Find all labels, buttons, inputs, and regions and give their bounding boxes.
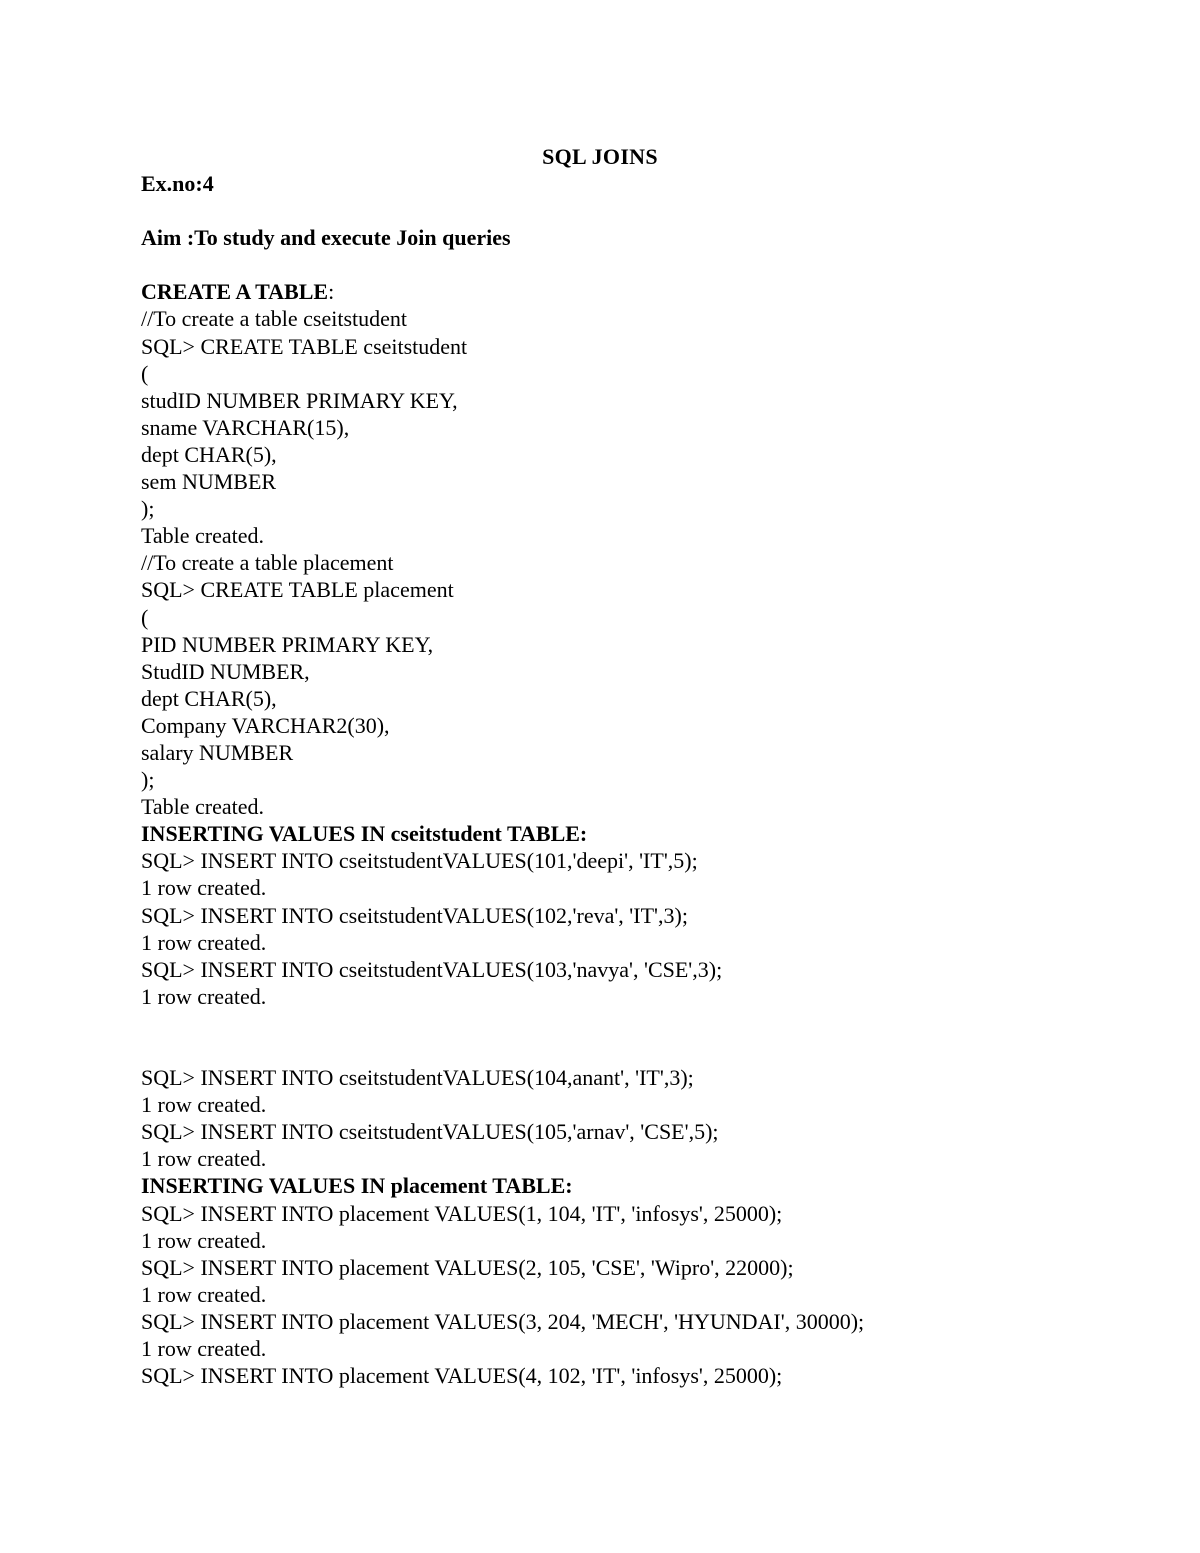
code-line: dept CHAR(5), xyxy=(141,685,277,711)
spacer xyxy=(141,1037,1141,1064)
code-line: 1 row created. xyxy=(141,983,267,1009)
code-line: 1 row created. xyxy=(141,1281,267,1307)
exercise-number: Ex.no:4 xyxy=(141,171,214,196)
code-line: sname VARCHAR(15), xyxy=(141,414,350,440)
code-line: Table created. xyxy=(141,794,265,820)
code-line: //To create a table placement xyxy=(141,550,394,576)
code-line: StudID NUMBER, xyxy=(141,658,310,684)
create-table-heading xyxy=(141,278,1141,305)
code-line: SQL> INSERT INTO placement VALUES(2, 105, 'CSE', 'Wipro', 22000); xyxy=(141,1254,794,1280)
code-line: Company VARCHAR2(30), xyxy=(141,712,390,738)
code-line: 1 row created. xyxy=(141,1146,267,1172)
insert-placement-block xyxy=(141,1200,1141,1390)
code-line: //To create a table cseitstudent xyxy=(141,306,408,332)
code-line: 1 row created. xyxy=(141,929,267,955)
code-line: SQL> INSERT INTO cseitstudentVALUES(102,'reva', 'IT',3); xyxy=(141,902,688,928)
code-line: SQL> CREATE TABLE cseitstudent xyxy=(141,333,468,359)
code-line: 1 row created. xyxy=(141,875,267,901)
create-student-block xyxy=(141,305,1141,549)
insert-placement-heading: INSERTING VALUES IN placement TABLE: xyxy=(141,1173,573,1199)
code-line: Table created. xyxy=(141,523,265,549)
insert-student-heading: INSERTING VALUES IN cseitstudent TABLE: xyxy=(141,821,588,847)
create-placement-block xyxy=(141,549,1141,820)
code-line: PID NUMBER PRIMARY KEY, xyxy=(141,631,434,657)
code-line: ( xyxy=(141,360,149,386)
document-title: SQL JOINS xyxy=(542,144,658,169)
spacer xyxy=(141,197,1141,224)
code-line: SQL> CREATE TABLE placement xyxy=(141,577,454,603)
code-line: dept CHAR(5), xyxy=(141,441,277,467)
code-line: SQL> INSERT INTO cseitstudentVALUES(104,anant', 'IT',3); xyxy=(141,1065,694,1091)
document-body xyxy=(141,170,1141,1389)
code-line: SQL> INSERT INTO placement VALUES(3, 204, 'MECH', 'HYUNDAI', 30000); xyxy=(141,1308,865,1334)
code-line: 1 row created. xyxy=(141,1227,267,1253)
insert-student-block-2 xyxy=(141,1064,1141,1172)
create-table-heading-text: CREATE A TABLE xyxy=(141,279,329,305)
insert-student-block-1 xyxy=(141,847,1141,1010)
code-line: sem NUMBER xyxy=(141,469,277,495)
code-line: ); xyxy=(141,767,155,793)
code-line: 1 row created. xyxy=(141,1336,267,1362)
code-line: salary NUMBER xyxy=(141,739,294,765)
code-line: SQL> INSERT INTO cseitstudentVALUES(101,'deepi', 'IT',5); xyxy=(141,848,698,874)
spacer xyxy=(141,1010,1141,1037)
code-line: SQL> INSERT INTO cseitstudentVALUES(105,'arnav', 'CSE',5); xyxy=(141,1119,719,1145)
spacer xyxy=(141,251,1141,278)
code-line: 1 row created. xyxy=(141,1092,267,1118)
aim-statement: Aim :To study and execute Join queries xyxy=(141,225,511,251)
code-line: SQL> INSERT INTO placement VALUES(1, 104, 'IT', 'infosys', 25000); xyxy=(141,1200,783,1226)
create-table-heading-colon: : xyxy=(328,279,335,305)
code-line: ( xyxy=(141,604,149,630)
code-line: studID NUMBER PRIMARY KEY, xyxy=(141,387,458,413)
code-line: SQL> INSERT INTO placement VALUES(4, 102, 'IT', 'infosys', 25000); xyxy=(141,1363,783,1389)
code-line: ); xyxy=(141,496,155,522)
code-line: SQL> INSERT INTO cseitstudentVALUES(103,'navya', 'CSE',3); xyxy=(141,956,723,982)
